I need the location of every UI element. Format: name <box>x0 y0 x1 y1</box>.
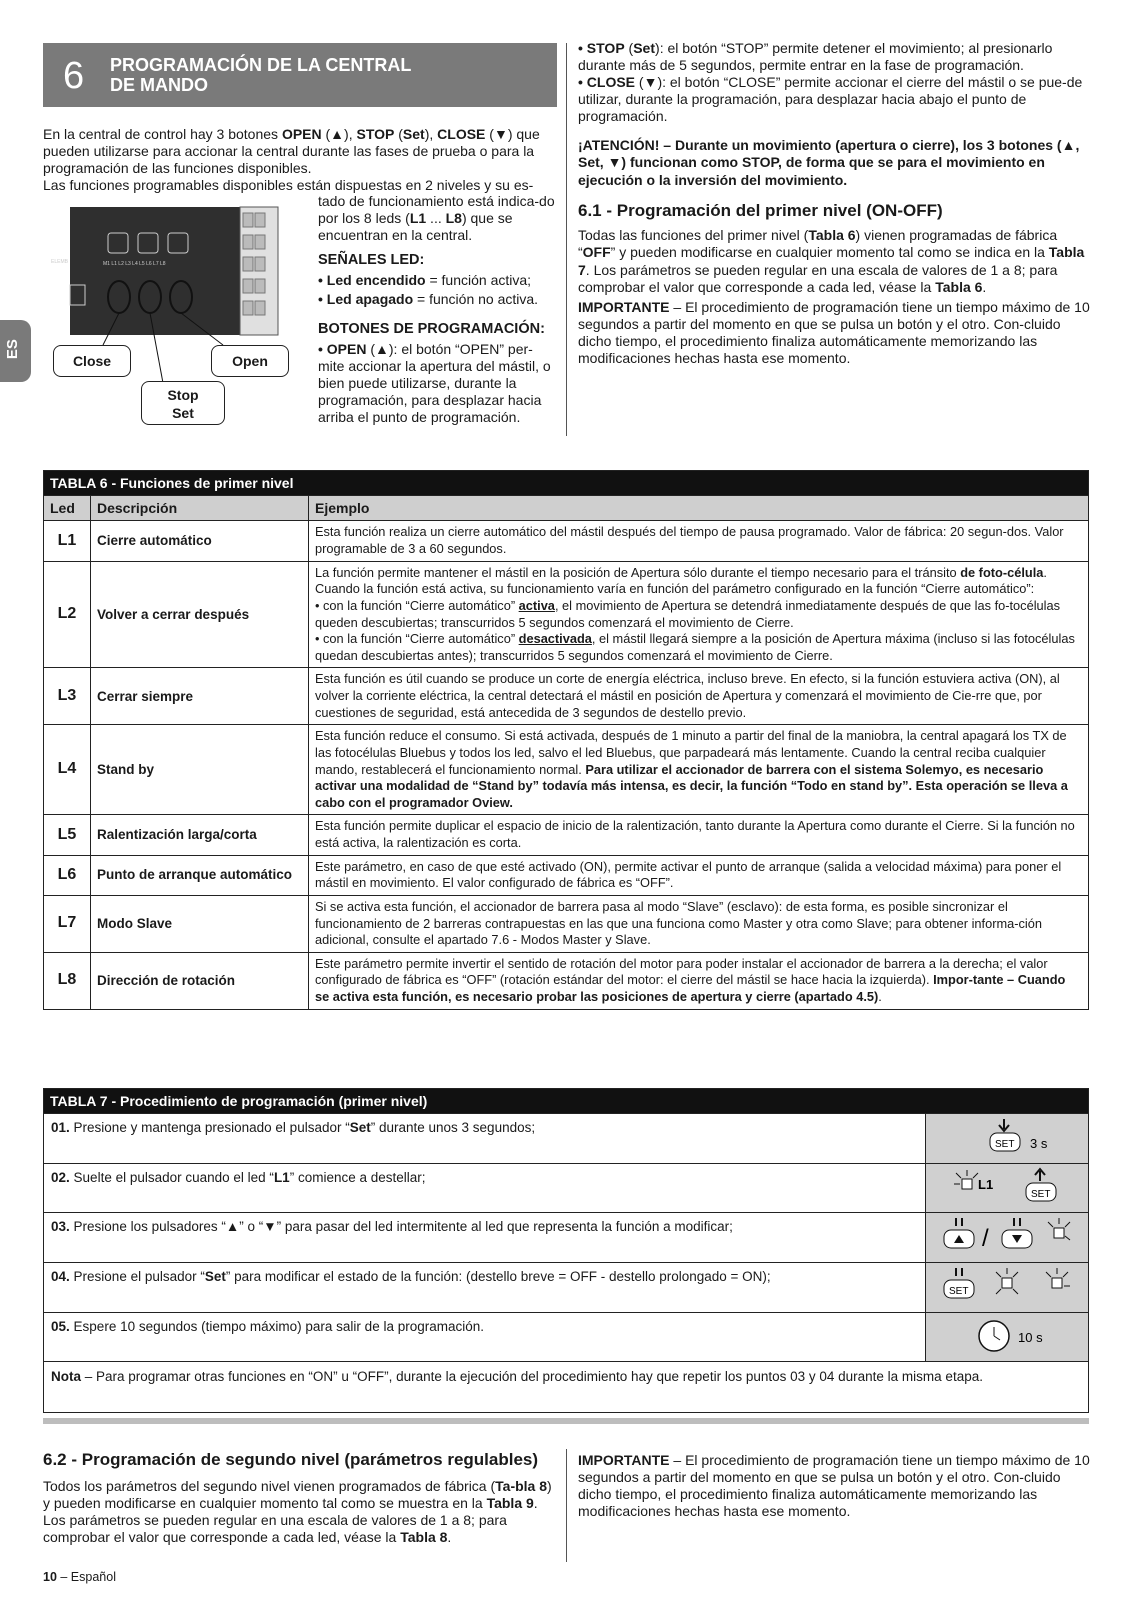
led-signals-title: SEÑALES LED: <box>318 252 425 268</box>
stop-label: Stop <box>167 387 199 403</box>
table-row: L1 Cierre automático Esta función realiza un cierre automático del mástil después del tiempo de pausa programado. Valor de fábrica: 20 segun-dos. Valor programable de 3 a 60 segundos. <box>44 521 1089 561</box>
control-unit-illustration <box>43 205 305 435</box>
step-4-icon <box>926 1263 1089 1313</box>
footer-language: – Español <box>56 1570 116 1584</box>
table-row: L2 Volver a cerrar después La función permite mantener el mástil en la posición de Apertura sólo durante el tiempo necesario para el tránsito de foto-célula. Cuando la función está activa, su funcionamiento varía en función del parámetro configurado en la función “Cierre automático”: • con la función “Cierre automático” activa, el movimiento de Apertura se detendrá inmediatamente después de que las fo-tocélulas queden descubiertas; transcurridos 5 segundos comenzará el movimiento de Cierre. • con la función “Cierre automático” desactivada, el mástil llegará siempre a la posición de Apertura máxima (incluso si las fotocélulas quedan descubiertas antes); transcurridos 5 segundos comenzará el movimiento de Cierre. <box>44 561 1089 668</box>
svg-text:3 s: 3 s <box>1030 1136 1048 1152</box>
table-row: L4 Stand by Esta función reduce el consumo. Si está activada, después de 1 minuto a partir del final de la maniobra, la central apagará los TX de las fotocélulas Bluebus y todos los led, salvo el led Bluebus, que parpadeará más lentamente. Cuando la central reciba cualquier mando, restablecerá el funcionamiento normal. Para utilizar el accionador de barrera con el sistema Solemyo, es necesario activar una modalidad de “Stand by” todavía más intensa, es decir, la función “Todo en stand by”. Esta operación se lleva a cabo con el programador Oview. <box>44 725 1089 815</box>
table-6 <box>43 470 1089 1010</box>
attention-note: ¡ATENCIÓN! – Durante un movimiento (apertura o cierre), los 3 botones (▲, Set, ▼) funcionan como STOP, de forma que se para el movimiento en ejecución o la inversión del movimiento. <box>578 137 1080 188</box>
step-1-icon <box>926 1114 1089 1164</box>
table-row: 04. Presione el pulsador “Set” para modificar el estado de la función: (destello breve = OFF - destello prolongado = ON); SET <box>44 1263 1089 1313</box>
section-title-line1: PROGRAMACIÓN DE LA CENTRAL <box>110 55 412 75</box>
section-header <box>43 43 557 107</box>
buttons-continued: • STOP (Set): el botón “STOP” permite detener el movimiento; al presionarlo durante más de 5 segundos, permite entrar en la fase de programación. • CLOSE (▼): el botón “CLOSE” permite accionar el cierre del mástil o se pue-de utilizar, durante la programación, para desplazar hacia abajo el punto de programación. ¡ATENCIÓN! – Durante un movimiento (apertura o cierre), los 3 botones (▲, Set, ▼) funcionan como STOP, de forma que se para el movimiento en ejecución o la inversión del movimiento. 6.1 - Programación del primer nivel (ON-OFF) Todas las funciones del primer nivel (Tabla 6) vienen programadas de fábrica “OFF” y pueden modificarse en cualquier momento tal como se indica en la Tabla 7. Los parámetros se pueden regular en una escala de valores de 1 a 8; para comprobar el valor que corresponde a cada led, véase la Tabla 6. IMPORTANTE – El procedimiento de programación tiene un tiempo máximo de 10 segundos a partir del momento en que se pulsa un botón y el otro. Con-cluido dicho tiempo, el procedimiento finaliza automáticamente memorizando las modificaciones hechas hasta ese momento. <box>578 40 1090 366</box>
step-3-icon <box>926 1213 1089 1263</box>
table-row: 02. Suelte el pulsador cuando el led “L1” comience a destellar; L1 SET <box>44 1163 1089 1213</box>
table-7-note-row: Nota – Para programar otras funciones en “ON” u “OFF”, durante la ejecución del procedimiento hay que repetir los puntos 03 y 04 durante la misma etapa. <box>44 1362 1089 1413</box>
page-footer <box>43 1570 116 1585</box>
press-set-icon <box>932 1117 1082 1155</box>
buttons-title: BOTONES DE PROGRAMACIÓN: <box>318 320 545 337</box>
col-example: Ejemplo <box>309 496 1089 521</box>
open-callout: Open <box>211 345 289 377</box>
section-6-2-title: 6.2 - Programación de segundo nivel (parámetros regulables) <box>43 1450 539 1469</box>
language-tab <box>0 320 31 382</box>
column-divider-top <box>566 43 567 436</box>
svg-text:SET: SET <box>949 1286 969 1298</box>
table-row: L5 Ralentización larga/corta Esta función permite duplicar el espacio de inicio de la ralentización, tanto durante la Apertura como durante el Cierre. Si la función no está activa, la ralentización es corta. <box>44 815 1089 855</box>
column-divider-bottom <box>566 1449 567 1562</box>
svg-text:M1 L1 L2 L3 L4 L5 L6 L7: M1 L1 L2 L3 L4 L5 L6 L7 L8 <box>103 261 166 267</box>
col-description: Descripción <box>91 496 309 521</box>
svg-text:ELEMB: ELEMB <box>51 259 68 265</box>
table-row: L6 Punto de arranque automático Este parámetro, en caso de que esté activado (ON), permite activar el punto de arranque (salida a velocidad máxima) para poner el mástil en movimiento. El valor configurado de fábrica es “OFF”. <box>44 855 1089 895</box>
section-title-line2: DE MANDO <box>110 75 208 95</box>
table-7 <box>43 1088 1089 1413</box>
intro-leds-text: tado de funcionamiento está indica-do por los 8 leds (L1 ... L8) que se encuentran en la central. <box>318 193 555 244</box>
led-blink-release-icon <box>932 1167 1082 1205</box>
up-down-buttons-icon <box>932 1216 1082 1254</box>
stop-set-callout <box>141 381 225 425</box>
set-toggle-icon <box>932 1266 1082 1304</box>
col-led: Led <box>44 496 91 521</box>
section-number: 6 <box>63 55 85 97</box>
led-signals: SEÑALES LED: • Led encendido = función activa; • Led apagado = función no activa. BOTONES DE PROGRAMACIÓN: • OPEN (▲): el botón “OPEN” per-mite accionar la apertura del mástil, o bien puede utilizarse, durante la programación, para desplazar hacia arriba el punto de programación. <box>318 252 558 426</box>
svg-text:10 s: 10 s <box>1018 1329 1043 1345</box>
language-tab-label: ES <box>3 339 21 360</box>
section-divider <box>43 1418 1089 1424</box>
section-6-1-title: 6.1 - Programación del primer nivel (ON-OFF) <box>578 200 943 220</box>
step-2-icon <box>926 1163 1089 1213</box>
svg-text:SET: SET <box>1031 1188 1051 1200</box>
table-7-caption: TABLA 7 - Procedimiento de programación (primer nivel) <box>44 1089 1089 1114</box>
page-number: 10 <box>43 1570 57 1584</box>
table-row: L3 Cerrar siempre Esta función es útil cuando se produce un corte de energía eléctrica, incluso breve. En efecto, si la función estuviera activa (ON), al volver la corriente eléctrica, la central detectará el mástil en posición de Apertura y comenzará el movimiento de Cie-rre que, por cuestiones de seguridad, está antecedida de 3 segundos de destello previo. <box>44 668 1089 725</box>
section-6-2-important: IMPORTANTE – El procedimiento de programación tiene un tiempo máximo de 10 segundos a partir del momento en que se pulsa un botón y el otro. Con-cluido dicho tiempo, el procedimiento finaliza automáticamente memorizando las modificaciones hechas hasta ese momento. <box>578 1452 1090 1520</box>
step-5-icon <box>926 1312 1089 1362</box>
intro-text: En la central de control hay 3 botones OPEN (▲), STOP (Set), CLOSE (▼) que pueden utilizarse para accionar la central durante las fases de prueba o para la programación de las funciones disponibles. Las funciones programables disponibles están dispuestas en 2 niveles y su es- <box>43 126 540 194</box>
table-row: L7 Modo Slave Si se activa esta función, el accionador de barrera pasa al modo “Slave” (esclavo): de esta forma, es posible sincronizar el funcionamiento de 2 barreras contrapuestas en las que una funciona como Master y otra como Slave; para obtener informa-ción adicional, consulte el apartado 7.6 - Modos Master y Slave. <box>44 895 1089 952</box>
svg-text:L1: L1 <box>978 1176 994 1192</box>
timer-icon <box>932 1316 1082 1354</box>
table-row: L8 Dirección de rotación Este parámetro permite invertir el sentido de rotación del motor para poder instalar el accionador de barrera a la derecha; el valor configurado de fábrica es “OFF” (rotación estándar del motor: el cierre del mástil se hace hacia la izquierda). Impor-tante – Cuando se activa esta función, es necesario probar las posiciones de apertura y cierre (apartado 4.5). <box>44 952 1089 1009</box>
section-6-2: 6.2 - Programación de segundo nivel (parámetros regulables) Todos los parámetros del segundo nivel vienen programados de fábrica (Ta-bla 8) y pueden modificarse en cualquier momento tal como se muestra en la Tabla 9. Los parámetros se pueden regular en una escala de valores de 1 a 8; para comprobar el valor que corresponde a cada led, véase la Tabla 8. <box>43 1450 557 1546</box>
close-callout: Close <box>53 345 131 377</box>
table-row: 03. Presione los pulsadores “▲” o “▼” para pasar del led intermitente al led que representa la función a modificar; / <box>44 1213 1089 1263</box>
svg-text:SET: SET <box>995 1139 1015 1151</box>
table-row: 05. Espere 10 segundos (tiempo máximo) para salir de la programación. 10 s <box>44 1312 1089 1362</box>
section-title <box>110 55 530 95</box>
table-6-caption: TABLA 6 - Funciones de primer nivel <box>44 471 1089 496</box>
table-row: 01. Presione y mantenga presionado el pulsador “Set” durante unos 3 segundos; SET 3 s <box>44 1114 1089 1164</box>
set-label: Set <box>172 405 194 421</box>
svg-text:/: / <box>982 1225 989 1253</box>
